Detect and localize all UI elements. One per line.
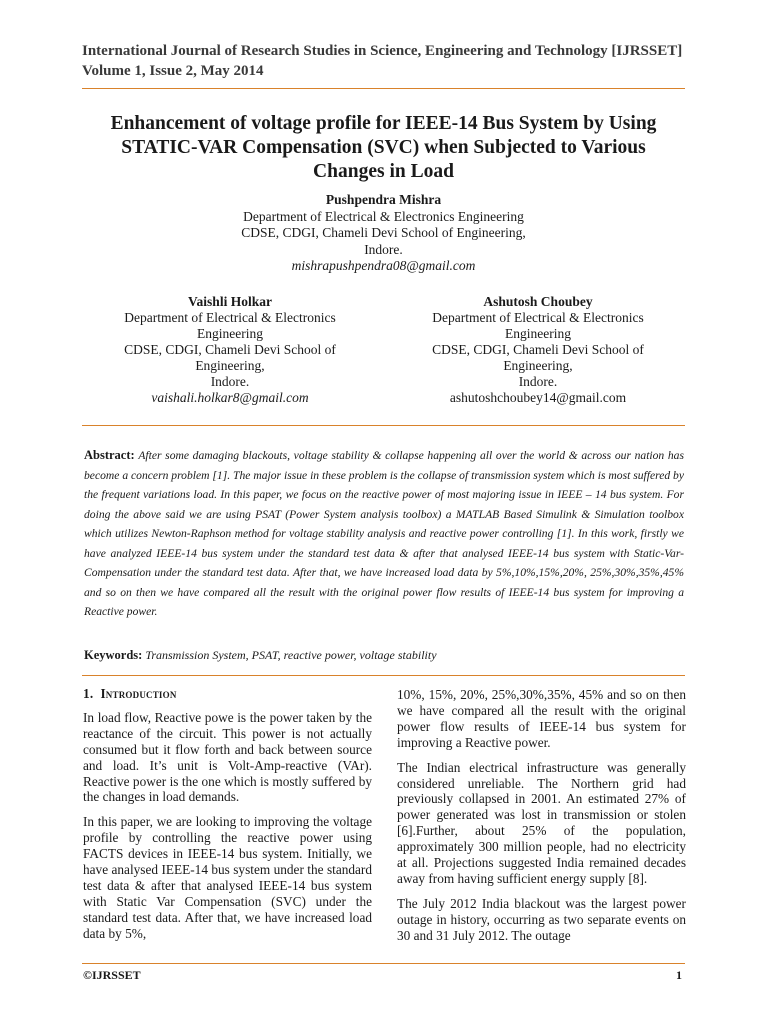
author-city: Indore.: [210, 374, 250, 389]
paper-title: [82, 112, 685, 184]
author-block-left: [95, 294, 365, 406]
journal-header: [82, 41, 692, 81]
paragraph: In this paper, we are looking to improving the voltage profile by controlling the reactive power using FACTS devices in IEEE-14 bus system. Initially, we have analysed IEEE-14 bus system under the standard test data & after that analysed IEEE-14 bus system with Static Var Compensation (SVC) under the standard test data. After that, we have increased load data by 5%,: [83, 814, 372, 941]
author-department-cont: Engineering: [197, 326, 263, 341]
paragraph: The Indian electrical infrastructure was generally considered unreliable. The Northern grid had previously collapsed in 2001. An estimated 27% of power generated was lost in transmission or stolen [6].Further, about 25% of the population, approximately 300 million people, had no electricity at all. Projections suggested India remained decades away from having sufficient energy supply [8].: [397, 759, 686, 886]
body-column-right: [397, 687, 686, 953]
author-name: Vaishli Holkar: [188, 294, 272, 309]
author-email: ashutoshchoubey14@gmail.com: [449, 390, 627, 405]
title-line-1: Enhancement of voltage profile for IEEE-14 Bus System by Using: [110, 113, 657, 134]
section-heading: [83, 686, 372, 702]
abstract-text: After some damaging blackouts, voltage stability & collapse happening all over the world & across our nation has become a concern problem [1]. The major issue in these problem is the collapse of transmission system which is most suffered by the frequent variations load. In this paper, we focus on the reactive power of most majoring issue in IEEE – 14 bus system. For doing the above said we are using PSAT (Power System analysis toolbox) a MATLAB Based Simulink & Simulation toolbox which utilizes Newton-Raphson method for voltage stability analysis and reactive power controlling [1]. In this work, firstly we have analyzed IEEE-14 bus system under the standard test data & after that analysed IEEE-14 bus system with Static-Var-Compensation under the standard test data. After that, we have increased load data by 5%,10%,15%,20%, 25%,30%,35%,45% and so on then we have compared all the result with the original power flow results of IEEE-14 bus system for improving a Reactive power.: [84, 449, 684, 618]
author-name: Pushpendra Mishra: [325, 192, 442, 207]
author-city: Indore.: [518, 374, 558, 389]
abstract-label: Abstract:: [84, 448, 135, 462]
author-name: Ashutosh Choubey: [483, 294, 593, 309]
author-department: Department of Electrical & Electronics: [124, 310, 336, 325]
author-block-main: [82, 192, 685, 275]
keywords-bottom-rule: [82, 675, 685, 676]
paragraph: 10%, 15%, 20%, 25%,30%,35%, 45% and so on then we have compared all the result with the original power flow results of IEEE-14 bus system for improving a Reactive power.: [397, 687, 686, 750]
author-block-right: [403, 294, 673, 406]
author-institution-cont: Engineering,: [195, 358, 265, 373]
body-column-left: [83, 686, 372, 951]
keywords: [84, 648, 684, 663]
author-institution: CDSE, CDGI, Chameli Devi School of: [432, 342, 644, 357]
section-title: Introduction: [100, 686, 177, 701]
title-line-3: Changes in Load: [313, 161, 454, 182]
title-line-2: STATIC-VAR Compensation (SVC) when Subjected to Various: [121, 137, 646, 158]
author-department: Department of Electrical & Electronics Engineering: [243, 208, 524, 224]
footer-rule: [82, 963, 685, 964]
keywords-text: Transmission System, PSAT, reactive power, voltage stability: [145, 648, 437, 662]
abstract: [84, 446, 684, 622]
author-email: vaishali.holkar8@gmail.com: [151, 390, 309, 405]
footer-copyright: ©IJRSSET: [83, 968, 141, 982]
journal-volume: Volume 1, Issue 2, May 2014: [82, 63, 264, 79]
paragraph: The July 2012 India blackout was the largest power outage in history, occurring as two separate events on 30 and 31 July 2012. The outage: [397, 895, 686, 943]
journal-name: International Journal of Research Studies in Science, Engineering and Technology [IJRSSET]: [82, 43, 683, 59]
author-city: Indore.: [364, 241, 403, 257]
header-rule: [82, 88, 685, 89]
author-department: Department of Electrical & Electronics: [432, 310, 644, 325]
author-email: mishrapushpendra08@gmail.com: [291, 258, 476, 273]
page-number: 1: [676, 968, 682, 982]
section-number: 1.: [83, 686, 94, 701]
author-institution: CDSE, CDGI, Chameli Devi School of: [124, 342, 336, 357]
abstract-top-rule: [82, 425, 685, 426]
paragraph: In load flow, Reactive powe is the power taken by the reactance of the circuit. This power is not actually consumed but it flow forth and back between source and load. It’s unit is Volt-Amp-reactive (VAr). Reactive power is the one which is mostly suffered by the changes in load demands.: [83, 709, 372, 805]
author-institution: CDSE, CDGI, Chameli Devi School of Engineering,: [241, 225, 526, 240]
author-department-cont: Engineering: [505, 326, 571, 341]
keywords-label: Keywords:: [84, 648, 143, 662]
author-institution-cont: Engineering,: [503, 358, 573, 373]
